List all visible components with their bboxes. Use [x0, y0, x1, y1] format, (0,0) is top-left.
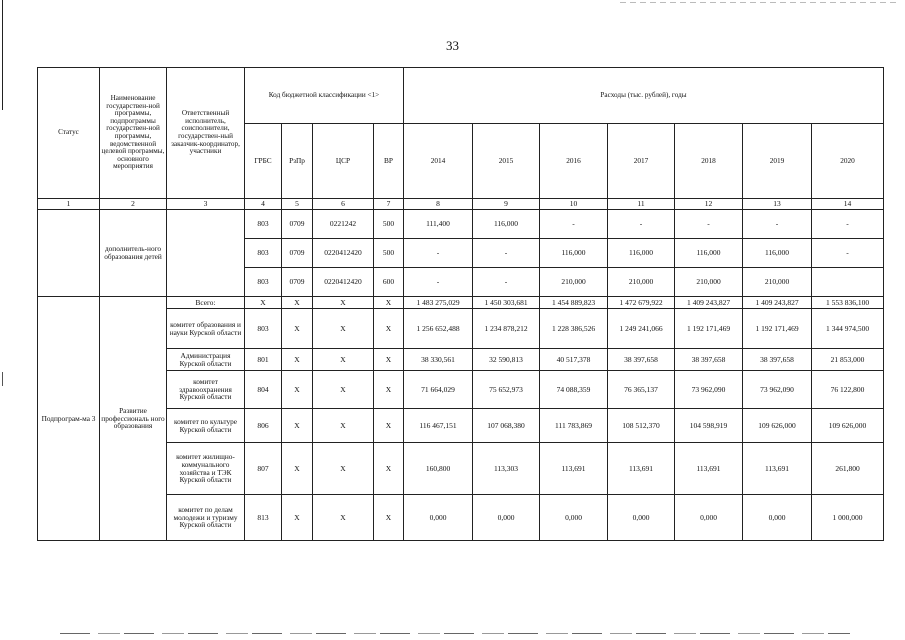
- value-cell: -: [608, 210, 675, 239]
- value-cell: 1 000,000: [812, 495, 884, 541]
- csr-cell: 0220412420: [313, 268, 374, 297]
- column-index-row: [38, 199, 884, 210]
- column-index: 3: [167, 199, 245, 210]
- header-status: Статус: [38, 68, 100, 199]
- value-cell: 38 397,658: [675, 349, 743, 371]
- csr-cell: Х: [313, 495, 374, 541]
- value-cell: 109 626,000: [812, 409, 884, 443]
- column-index: 10: [540, 199, 608, 210]
- header-year: 2016: [540, 124, 608, 199]
- value-cell: 1 256 652,488: [404, 309, 473, 349]
- value-cell: 76 122,800: [812, 371, 884, 409]
- value-cell: 160,800: [404, 443, 473, 495]
- value-cell: 111,400: [404, 210, 473, 239]
- executor-cell: комитет по культуре Курской области: [167, 409, 245, 443]
- value-cell: 1 192 171,469: [675, 309, 743, 349]
- executor-cell: комитет здравоохранения Курской области: [167, 371, 245, 409]
- value-cell: 1 409 243,827: [675, 297, 743, 309]
- rzpr-cell: Х: [282, 495, 313, 541]
- value-cell: 104 598,919: [675, 409, 743, 443]
- value-cell: 113,691: [675, 443, 743, 495]
- vr-cell: Х: [374, 309, 404, 349]
- scan-edge-mark: [2, 372, 3, 386]
- csr-cell: Х: [313, 443, 374, 495]
- header-year: 2018: [675, 124, 743, 199]
- column-index: 6: [313, 199, 374, 210]
- value-cell: 111 783,869: [540, 409, 608, 443]
- header-csr: ЦСР: [313, 124, 374, 199]
- vr-cell: 600: [374, 268, 404, 297]
- rzpr-cell: 0709: [282, 268, 313, 297]
- executor-cell: комитет образования и науки Курской области: [167, 309, 245, 349]
- vr-cell: Х: [374, 495, 404, 541]
- vr-cell: 500: [374, 239, 404, 268]
- value-cell: 71 664,029: [404, 371, 473, 409]
- rzpr-cell: Х: [282, 409, 313, 443]
- column-index: 4: [245, 199, 282, 210]
- page-number: 33: [446, 38, 459, 53]
- budget-table: [37, 67, 884, 541]
- csr-cell: 0221242: [313, 210, 374, 239]
- value-cell: 116 467,151: [404, 409, 473, 443]
- csr-cell: Х: [313, 309, 374, 349]
- value-cell: 108 512,370: [608, 409, 675, 443]
- value-cell: -: [473, 268, 540, 297]
- rzpr-cell: Х: [282, 371, 313, 409]
- vr-cell: Х: [374, 297, 404, 309]
- column-index: 1: [38, 199, 100, 210]
- value-cell: 116,000: [608, 239, 675, 268]
- value-cell: 0,000: [608, 495, 675, 541]
- value-cell: 113,691: [540, 443, 608, 495]
- value-cell: 1 192 171,469: [743, 309, 812, 349]
- column-index: 11: [608, 199, 675, 210]
- value-cell: -: [540, 210, 608, 239]
- value-cell: 113,303: [473, 443, 540, 495]
- grbs-cell: Х: [245, 297, 282, 309]
- value-cell: 0,000: [404, 495, 473, 541]
- value-cell: 76 365,137: [608, 371, 675, 409]
- csr-cell: Х: [313, 349, 374, 371]
- subprogram-status-cell: Подпрограм-ма 3: [38, 297, 100, 541]
- column-index: 13: [743, 199, 812, 210]
- rzpr-cell: Х: [282, 309, 313, 349]
- value-cell: 109 626,000: [743, 409, 812, 443]
- value-cell: 116,000: [675, 239, 743, 268]
- value-cell: 113,691: [608, 443, 675, 495]
- header-year: 2014: [404, 124, 473, 199]
- header-row-top: [38, 68, 884, 124]
- value-cell: [812, 268, 884, 297]
- header-executor: Ответственный исполнитель, соисполнители, государствен-ный заказчик-координатор, участники: [167, 68, 245, 199]
- value-cell: 0,000: [675, 495, 743, 541]
- grbs-cell: 813: [245, 495, 282, 541]
- header-grbs: ГРБС: [245, 124, 282, 199]
- value-cell: -: [473, 239, 540, 268]
- header-expenses: Расходы (тыс. рублей), годы: [404, 68, 884, 124]
- value-cell: -: [743, 210, 812, 239]
- executor-cell: [167, 210, 245, 297]
- value-cell: 1 234 878,212: [473, 309, 540, 349]
- grbs-cell: 803: [245, 268, 282, 297]
- value-cell: 1 472 679,922: [608, 297, 675, 309]
- grbs-cell: 807: [245, 443, 282, 495]
- value-cell: 0,000: [540, 495, 608, 541]
- value-cell: 1 409 243,827: [743, 297, 812, 309]
- value-cell: 113,691: [743, 443, 812, 495]
- value-cell: 1 483 275,029: [404, 297, 473, 309]
- value-cell: 73 962,090: [675, 371, 743, 409]
- vr-cell: Х: [374, 443, 404, 495]
- value-cell: -: [675, 210, 743, 239]
- value-cell: -: [812, 210, 884, 239]
- header-year: 2020: [812, 124, 884, 199]
- value-cell: 40 517,378: [540, 349, 608, 371]
- value-cell: 1 228 386,526: [540, 309, 608, 349]
- header-budget-code: Код бюджетной классификации <1>: [245, 68, 404, 124]
- rzpr-cell: 0709: [282, 239, 313, 268]
- csr-cell: Х: [313, 297, 374, 309]
- column-index: 2: [100, 199, 167, 210]
- grbs-cell: 803: [245, 239, 282, 268]
- grbs-cell: 801: [245, 349, 282, 371]
- header-rzpr: РзПр: [282, 124, 313, 199]
- program-name-cell: дополнитель-ного образования детей: [100, 210, 167, 297]
- value-cell: 0,000: [743, 495, 812, 541]
- csr-cell: Х: [313, 409, 374, 443]
- grbs-cell: 803: [245, 210, 282, 239]
- value-cell: 1 450 303,681: [473, 297, 540, 309]
- status-cell: [38, 210, 100, 297]
- value-cell: 1 249 241,066: [608, 309, 675, 349]
- rzpr-cell: Х: [282, 443, 313, 495]
- scan-edge-mark: [620, 2, 900, 3]
- csr-cell: Х: [313, 371, 374, 409]
- header-year: 2019: [743, 124, 812, 199]
- value-cell: 38 397,658: [608, 349, 675, 371]
- column-index: 9: [473, 199, 540, 210]
- rzpr-cell: Х: [282, 349, 313, 371]
- value-cell: 73 962,090: [743, 371, 812, 409]
- vr-cell: Х: [374, 349, 404, 371]
- value-cell: 38 397,658: [743, 349, 812, 371]
- value-cell: 210,000: [540, 268, 608, 297]
- header-vr: ВР: [374, 124, 404, 199]
- column-index: 5: [282, 199, 313, 210]
- value-cell: 0,000: [473, 495, 540, 541]
- executor-cell: комитет жилищно-коммунального хозяйства и ТЭК Курской области: [167, 443, 245, 495]
- vr-cell: 500: [374, 210, 404, 239]
- value-cell: 1 454 889,823: [540, 297, 608, 309]
- header-year: 2017: [608, 124, 675, 199]
- vr-cell: Х: [374, 371, 404, 409]
- header-year: 2015: [473, 124, 540, 199]
- value-cell: 210,000: [743, 268, 812, 297]
- value-cell: 74 088,359: [540, 371, 608, 409]
- column-index: 7: [374, 199, 404, 210]
- value-cell: 261,800: [812, 443, 884, 495]
- value-cell: 75 652,973: [473, 371, 540, 409]
- column-index: 8: [404, 199, 473, 210]
- rzpr-cell: Х: [282, 297, 313, 309]
- value-cell: 1 553 836,100: [812, 297, 884, 309]
- value-cell: 32 590,813: [473, 349, 540, 371]
- value-cell: 210,000: [675, 268, 743, 297]
- value-cell: -: [404, 268, 473, 297]
- value-cell: 116,000: [473, 210, 540, 239]
- value-cell: 1 344 974,500: [812, 309, 884, 349]
- grbs-cell: 803: [245, 309, 282, 349]
- value-cell: 116,000: [540, 239, 608, 268]
- table-row: [38, 297, 884, 309]
- grbs-cell: 804: [245, 371, 282, 409]
- executor-cell: Администрация Курской области: [167, 349, 245, 371]
- column-index: 14: [812, 199, 884, 210]
- rzpr-cell: 0709: [282, 210, 313, 239]
- value-cell: 21 853,000: [812, 349, 884, 371]
- column-index: 12: [675, 199, 743, 210]
- subprogram-name-cell: Развитие профессиональ ного образования: [100, 297, 167, 541]
- grbs-cell: 806: [245, 409, 282, 443]
- value-cell: 107 068,380: [473, 409, 540, 443]
- value-cell: -: [404, 239, 473, 268]
- table-row: [38, 210, 884, 239]
- vr-cell: Х: [374, 409, 404, 443]
- header-program-name: Наименование государствен-ной программы, подпрограммы государствен-ной программы, ведомственной целевой программы, основного мероприятия: [100, 68, 167, 199]
- scan-edge-mark: [60, 633, 850, 634]
- value-cell: 38 330,561: [404, 349, 473, 371]
- value-cell: 116,000: [743, 239, 812, 268]
- executor-cell: комитет по делам молодежи и туризму Курской области: [167, 495, 245, 541]
- executor-cell: Всего:: [167, 297, 245, 309]
- csr-cell: 0220412420: [313, 239, 374, 268]
- scan-edge-mark: [2, 0, 3, 110]
- value-cell: -: [812, 239, 884, 268]
- value-cell: 210,000: [608, 268, 675, 297]
